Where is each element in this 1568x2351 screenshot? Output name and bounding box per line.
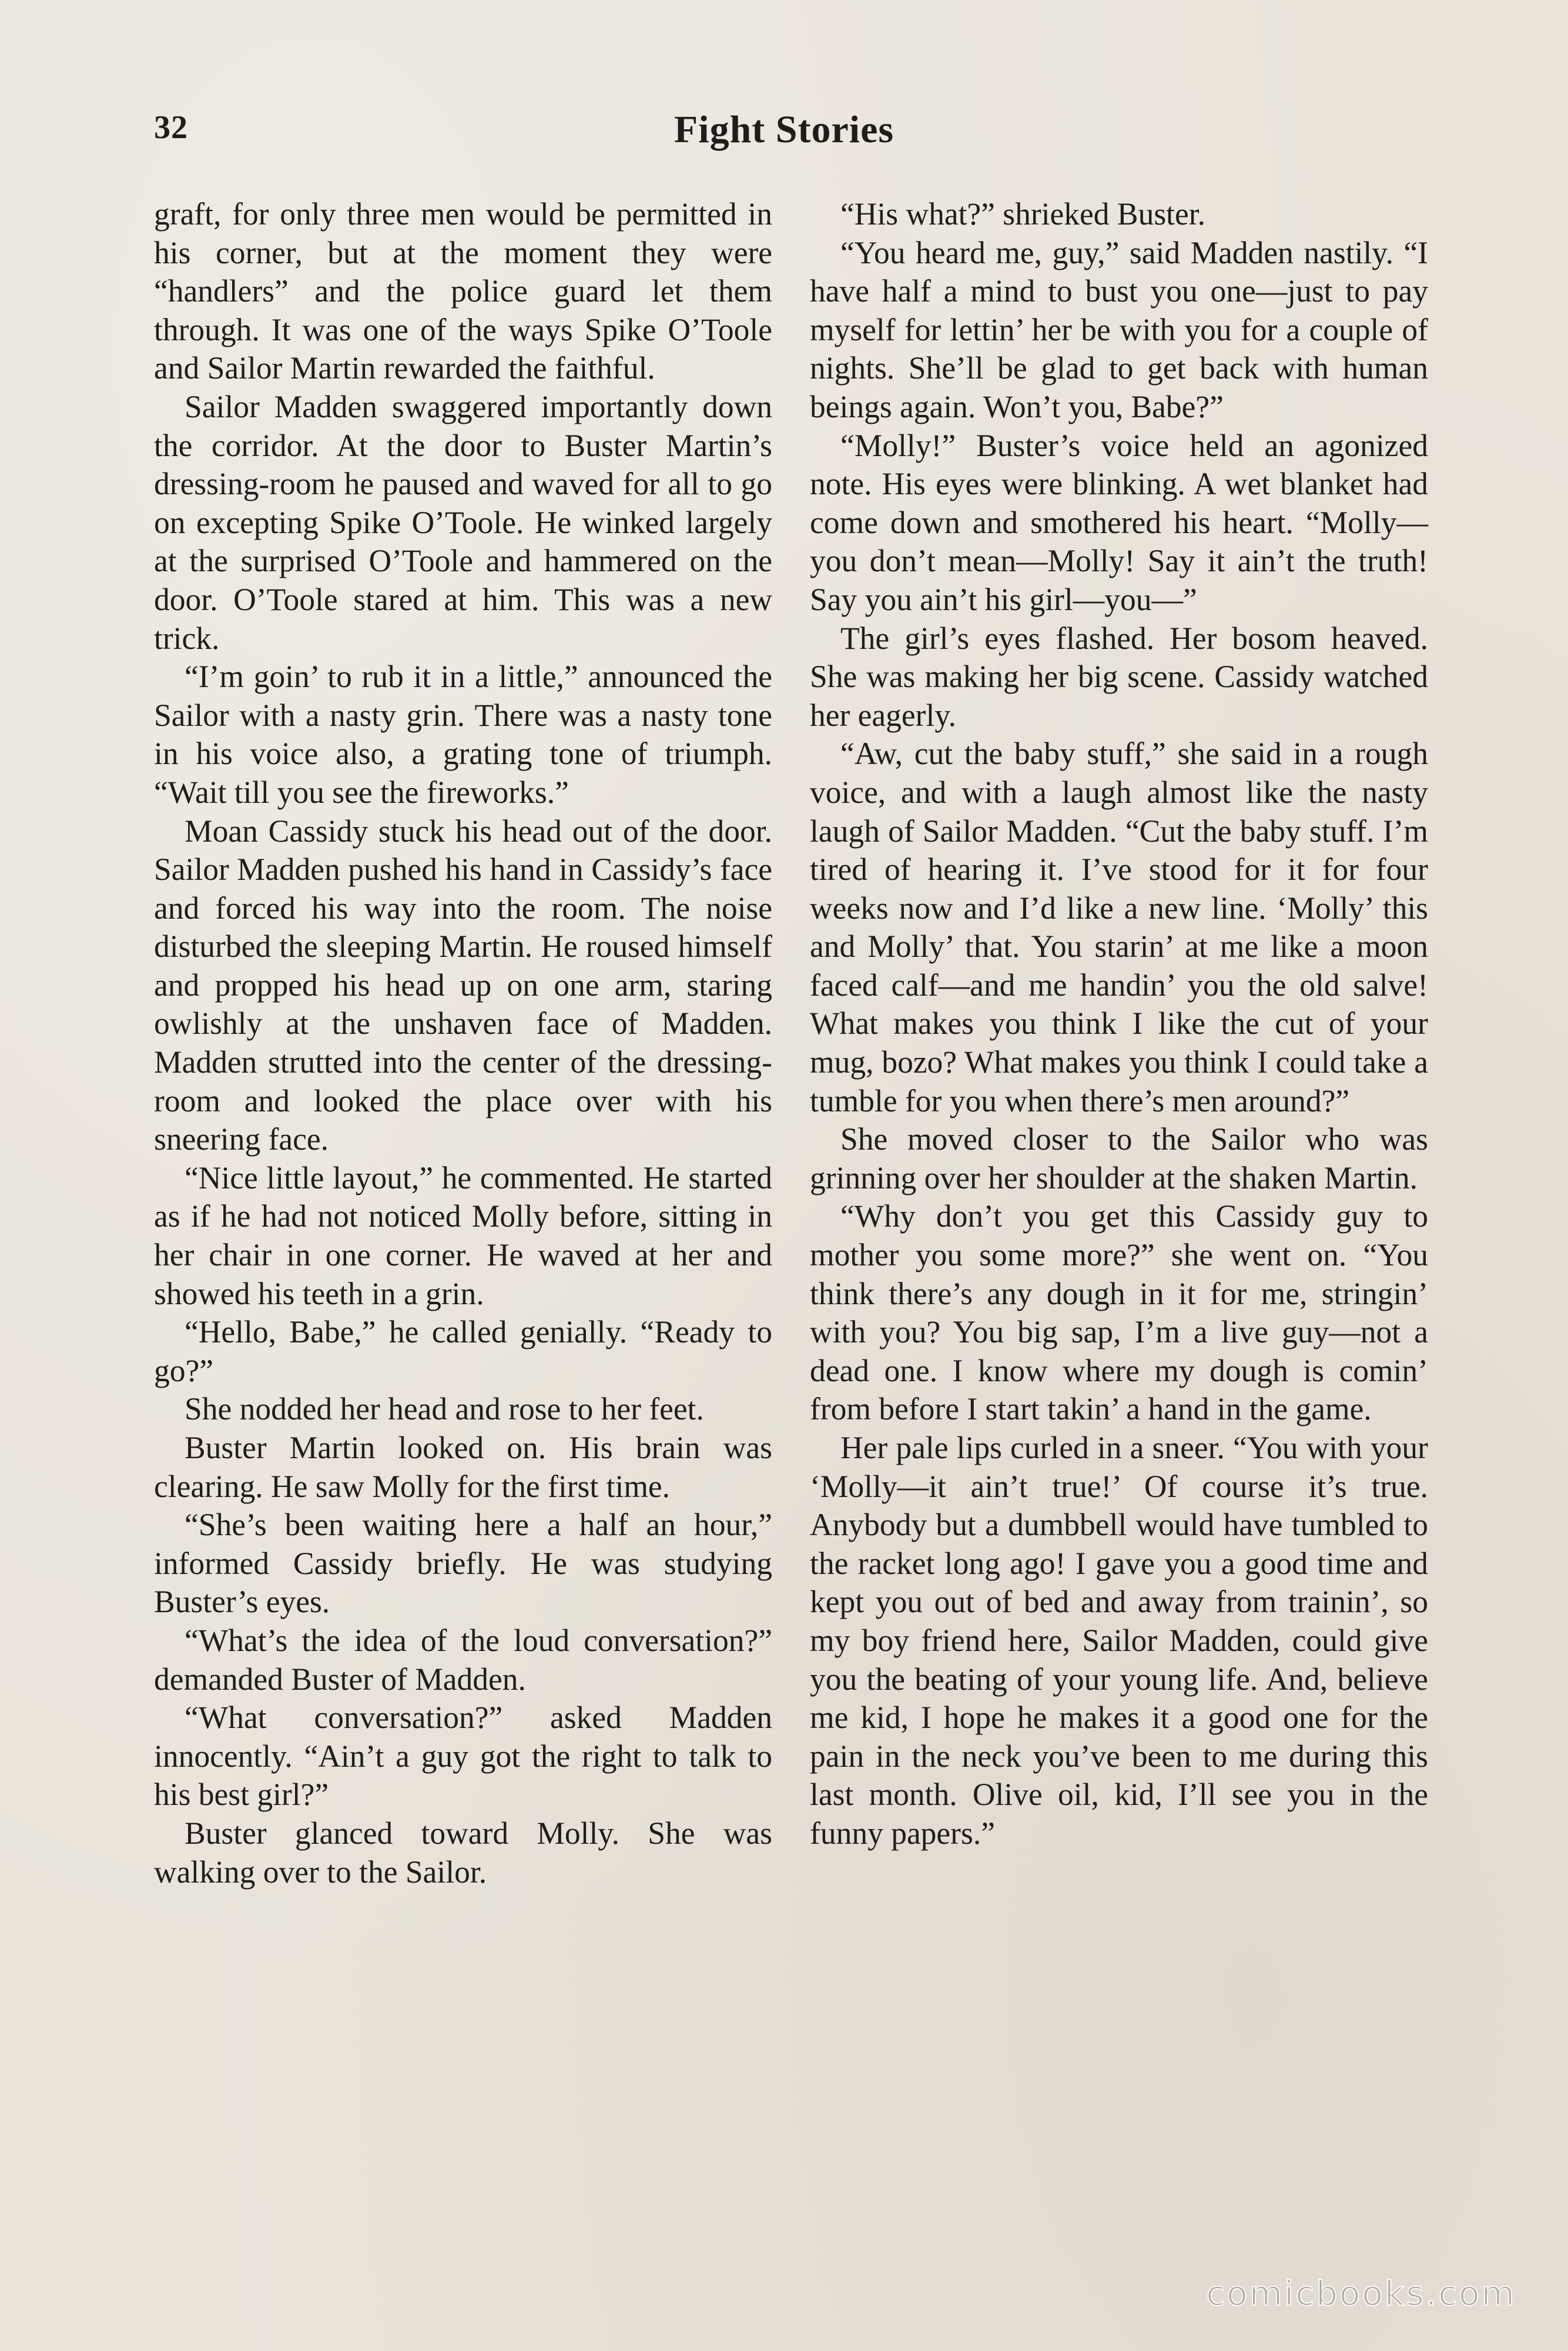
paragraph: “Hello, Babe,” he called genially. “Ready to go?” [154,1314,772,1388]
paragraph: graft, for only three men would be permitted in his corner, but at the moment they were “handlers” and the police guard let them through. It was one of the ways Spike O’Toole and Sailor Martin rewarded the faithful. [154,196,772,386]
paragraph: “Molly!” Buster’s voice held an agonized note. His eyes were blinking. A wet blanket had come down and smothered his heart. “Molly—you don’t mean—Molly! Say it ain’t the truth! Say you ain’t his girl—you—” [810,427,1428,617]
paragraph: Buster glanced toward Molly. She was walking over to the Sailor. [154,1815,772,1890]
paragraph: “His what?” shrieked Buster. [840,196,1206,232]
running-title: Fight Stories [674,108,894,151]
paragraph: Her pale lips curled in a sneer. “You with your ‘Molly—it ain’t true!’ Of course it’s true. Anybody but a dumbbell would have tumbled to the racket long ago! I gave you a good time and kept you out of bed and away from trainin’, so my boy friend here, Sailor Madden, could give you the beating of your young life. And, believe me kid, I hope he makes it a good one for the pain in the neck you’ve been to me during this last month. Olive oil, kid, I’ll see you in the funny papers.” [810,1430,1428,1851]
paragraph: “She’s been waiting here a half an hour,” informed Cassidy briefly. He was studying Buster’s eyes. [154,1507,772,1620]
paragraph: Sailor Madden swaggered importantly down the corridor. At the door to Buster Martin’s dressing-room he paused and waved for all to go on excepting Spike O’Toole. He winked largely at the surprised O’Toole and hammered on the door. O’Toole stared at him. This was a new trick. [154,389,772,656]
paragraph: “Why don’t you get this Cassidy guy to mother you some more?” she went on. “You think there’s any dough in it for me, stringin’ with you? You big sap, I’m a live guy—not a dead one. I know where my dough is comin’ from before I start takin’ a hand in the game. [810,1198,1428,1427]
paragraph: “What’s the idea of the loud conversation?” demanded Buster of Madden. [154,1622,772,1697]
page-number: 32 [154,109,188,146]
paragraph: “Nice little layout,” he commented. He started as if he had not noticed Molly before, sitting in her chair in one corner. He waved at her and showed his teeth in a grin. [154,1160,772,1311]
paragraph: Moan Cassidy stuck his head out of the door. Sailor Madden pushed his hand in Cassidy’s face and forced his way into the room. The noise disturbed the sleeping Martin. He roused himself and propped his head up on one arm, staring owlishly at the unshaven face of Madden. Madden strutted into the center of the dressing-room and looked the place over with his sneering face. [154,813,772,1157]
site-watermark: comicbooks.com [1206,2273,1516,2313]
paragraph: She nodded her head and rose to her feet. [185,1391,704,1427]
paragraph: “I’m goin’ to rub it in a little,” announced the Sailor with a nasty grin. There was a nasty tone in his voice also, a grating tone of triumph. “Wait till you see the fireworks.” [154,659,772,810]
paragraph: “What conversation?” asked Madden innocently. “Ain’t a guy got the right to talk to his best girl?” [154,1700,772,1813]
right-column [810,195,1428,1853]
paragraph: The girl’s eyes flashed. Her bosom heaved. She was making her big scene. Cassidy watched her eagerly. [810,620,1428,733]
paragraph: “Aw, cut the baby stuff,” she said in a rough voice, and with a laugh almost like the nasty laugh of Sailor Madden. “Cut the baby stuff. I’m tired of hearing it. I’ve stood for it for four weeks now and I’d like a new line. ‘Molly’ this and Molly’ that. You starin’ at me like a moon faced calf—and me handin’ you the old salve! What makes you think I like the cut of your mug, bozo? What makes you think I could take a tumble for you when there’s men around?” [810,736,1428,1118]
paragraph: Buster Martin looked on. His brain was clearing. He saw Molly for the first time. [154,1430,772,1504]
left-column [154,195,772,1891]
paragraph: “You heard me, guy,” said Madden nastily. “I have half a mind to bust you one—just to pay myself for lettin’ her be with you for a couple of nights. She’ll be glad to get back with human beings again. Won’t you, Babe?” [810,235,1428,424]
paragraph: She moved closer to the Sailor who was grinning over her shoulder at the shaken Martin. [810,1121,1428,1195]
